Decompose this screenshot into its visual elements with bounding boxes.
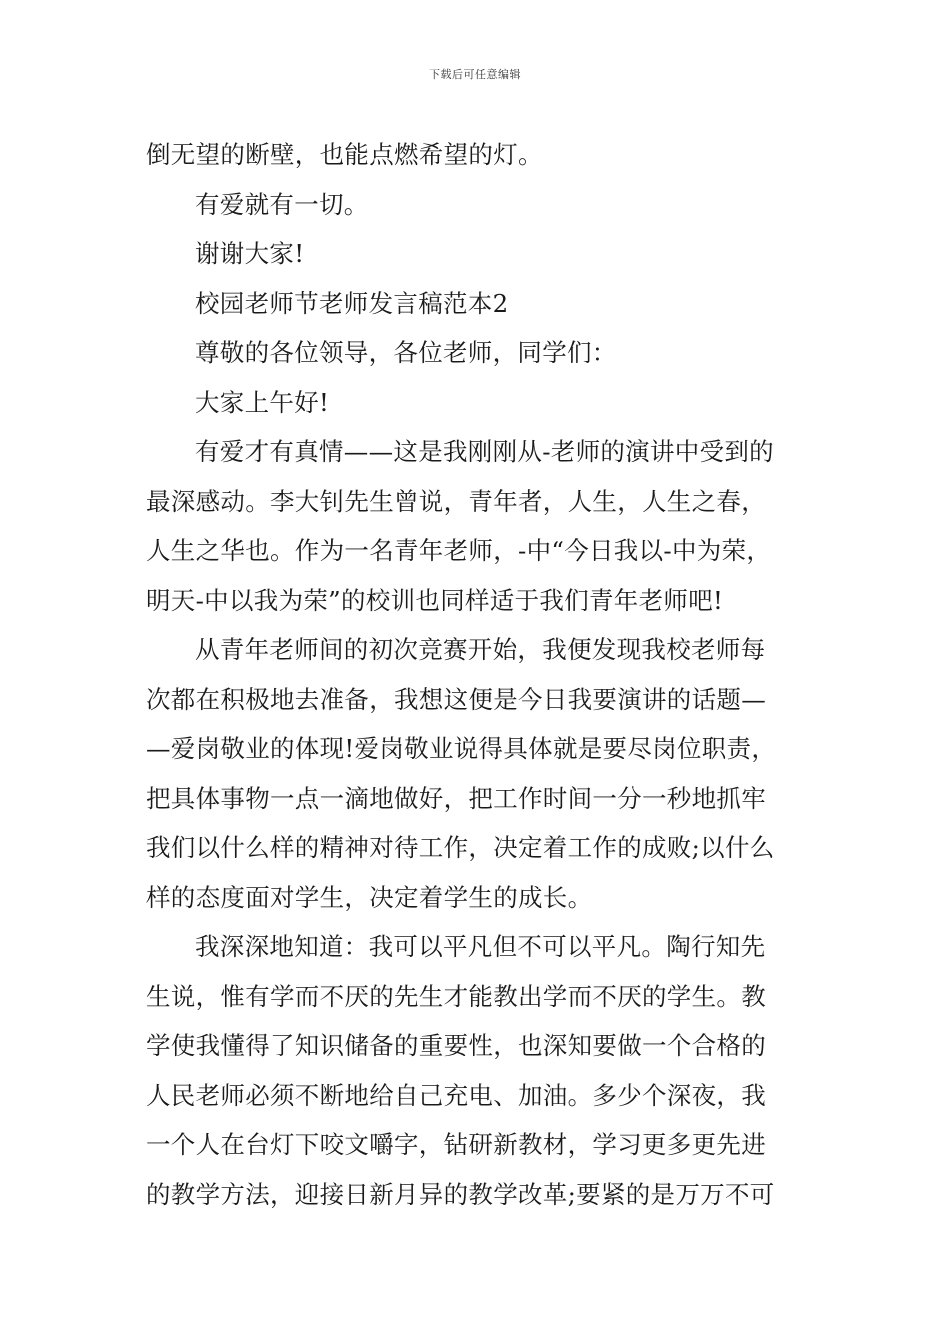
paragraph-line: 有爱就有一切。	[195, 189, 369, 219]
text-line: 最深感动。李大钊先生曾说，青年者，人生，人生之春，	[146, 486, 766, 516]
text-line: 倒无望的断壁，也能点燃希望的灯。	[146, 140, 543, 169]
text-line: —爱岗敬业的体现!爱岗敬业说得具体就是要尽岗位职责，	[146, 734, 777, 763]
text-line: 一个人在台灯下咬文嚼字，钻研新教材，学习更多更先进	[146, 1130, 766, 1159]
text-line: 的教学方法，迎接日新月异的教学改革;要紧的是万万不可	[146, 1179, 775, 1209]
paragraph-line: 我深深地知道：我可以平凡但不可以平凡。陶行知先	[195, 932, 766, 961]
paragraph-line: 谢谢大家!	[195, 239, 305, 268]
text-line: 样的态度面对学生，决定着学生的成长。	[146, 882, 593, 912]
paragraph-line: 从青年老师间的初次竞赛开始，我便发现我校老师每	[195, 635, 766, 664]
text-line: 学使我懂得了知识储备的重要性，也深知要做一个合格的	[146, 1031, 766, 1060]
text-line: 把具体事物一点一滴地做好，把工作时间一分一秒地抓牢	[146, 783, 766, 813]
salutation: 尊敬的各位领导，各位老师，同学们：	[195, 338, 617, 367]
text-line: 次都在积极地去准备，我想这便是今日我要演讲的话题—	[146, 684, 766, 714]
text-line: 人民老师必须不断地给自己充电、加油。多少个深夜，我	[146, 1080, 766, 1110]
text-line: 我们以什么样的精神对待工作，决定着工作的成败;以什么	[146, 833, 775, 862]
text-line: 人生之华也。作为一名青年老师，-中“今日我以-中为荣，	[146, 536, 772, 565]
section-title: 校园老师节老师发言稿范本2	[195, 288, 509, 318]
document-body	[146, 130, 811, 1219]
greeting: 大家上午好!	[195, 387, 330, 417]
text-line: 明天-中以我为荣”的校训也同样适于我们青年老师吧!	[146, 585, 724, 615]
page-header: 下载后可任意编辑	[429, 68, 521, 81]
paragraph-line: 有爱才有真情——这是我刚刚从-老师的演讲中受到的	[195, 437, 774, 466]
text-line: 生说，惟有学而不厌的先生才能教出学而不厌的学生。教	[146, 981, 766, 1011]
